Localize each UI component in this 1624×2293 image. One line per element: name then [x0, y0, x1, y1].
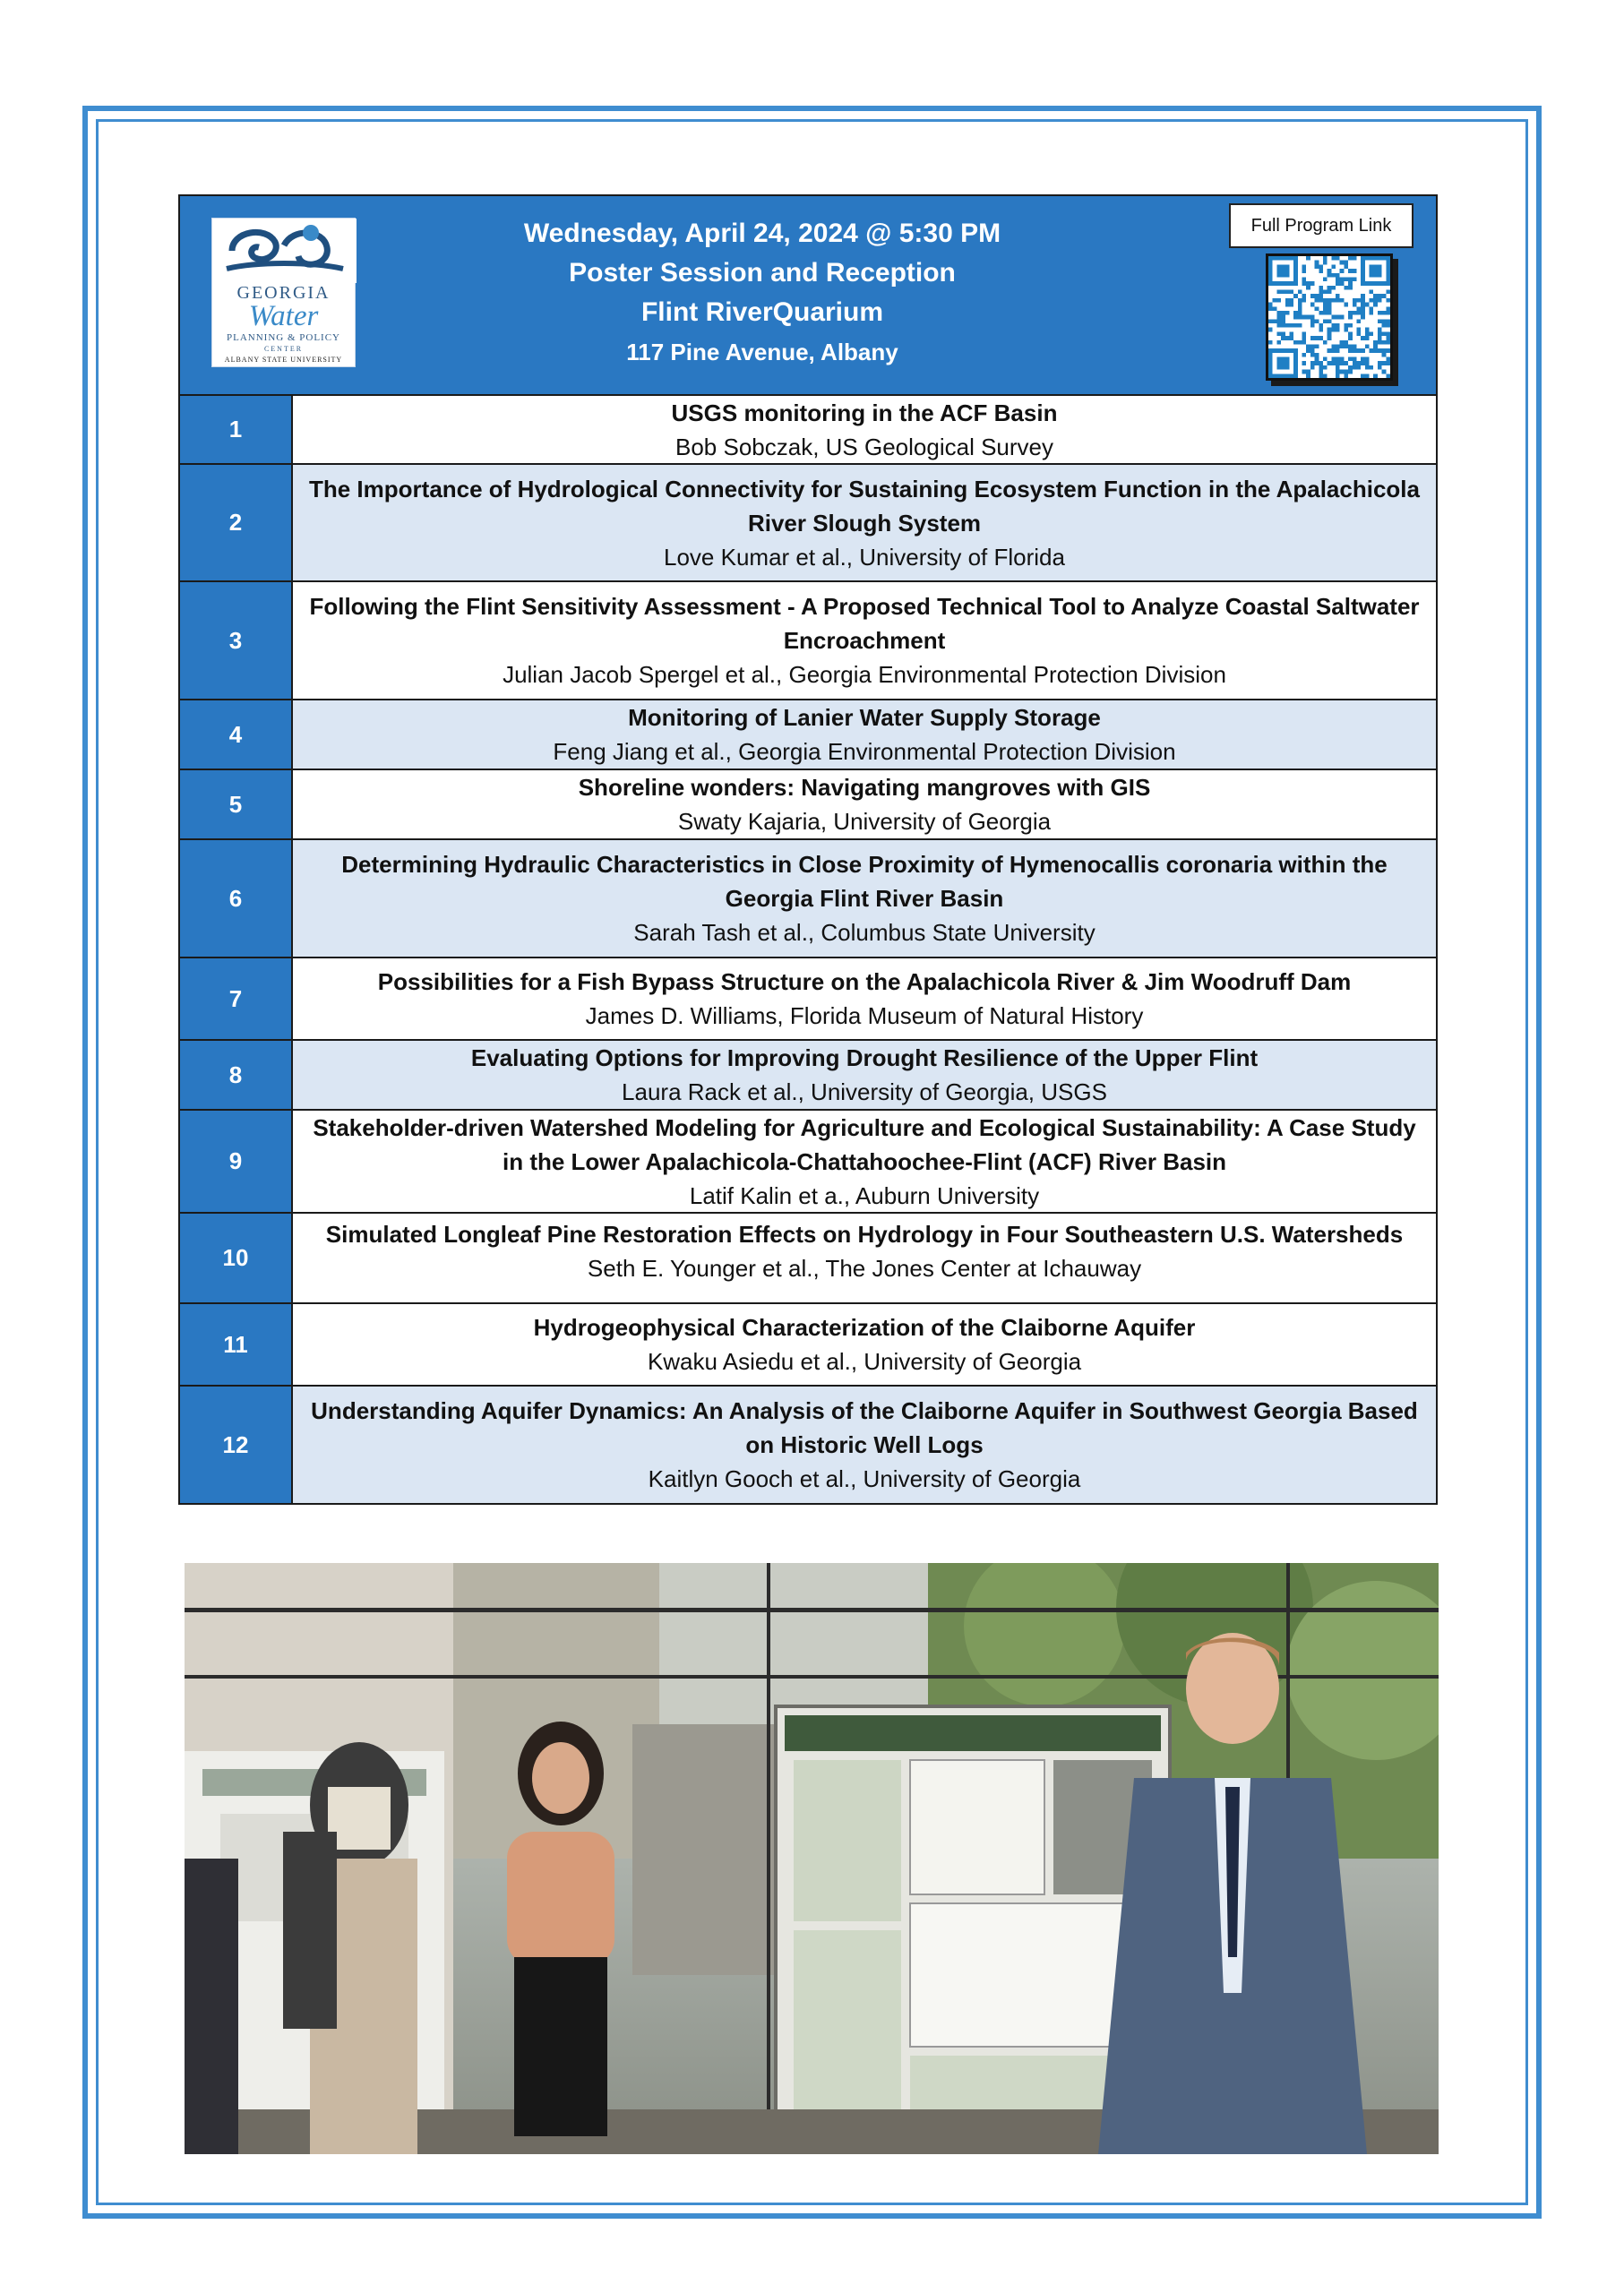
event-name: Poster Session and Reception [569, 258, 956, 288]
list-item [180, 1111, 1436, 1214]
list-item [180, 582, 1436, 700]
logo-line-2: Water [248, 300, 319, 332]
poster-number: 2 [180, 465, 293, 580]
poster-list [180, 396, 1436, 1503]
poster-number: 11 [180, 1304, 293, 1385]
logo-line-5: ALBANY STATE UNIVERSITY [224, 356, 343, 364]
poster-title: Monitoring of Lanier Water Supply Storage [628, 704, 1101, 731]
poster-title: Hydrogeophysical Characterization of the Claiborne Aquifer [533, 1314, 1196, 1341]
poster-title: Understanding Aquifer Dynamics: An Analysis of the Claiborne Aquifer in Southwest Georgia Based on Historic Well Logs [311, 1397, 1418, 1458]
program-table [178, 194, 1438, 1505]
poster-author: Latif Kalin et a., Auburn University [689, 1181, 1040, 1209]
list-item [180, 958, 1436, 1041]
poster-number: 1 [180, 396, 293, 463]
poster-author: Sarah Tash et al., Columbus State University [633, 919, 1096, 946]
poster-title: Possibilities for a Fish Bypass Structure on the Apalachicola River & Jim Woodruff Dam [377, 968, 1352, 995]
poster-author: Seth E. Younger et al., The Jones Center at Ichauway [587, 1255, 1142, 1282]
poster-number: 3 [180, 582, 293, 699]
event-date: Wednesday, April 24, 2024 @ 5:30 PM [523, 219, 1001, 248]
poster-author: Julian Jacob Spergel et al., Georgia Environmental Protection Division [503, 661, 1226, 688]
poster-title: Evaluating Options for Improving Drought Resilience of the Upper Flint [470, 1044, 1259, 1071]
poster-number: 7 [180, 958, 293, 1039]
logo-line-3: PLANNING & POLICY [227, 332, 340, 343]
poster-author: Feng Jiang et al., Georgia Environmental Protection Division [553, 738, 1176, 765]
poster-title: Shoreline wonders: Navigating mangroves with GIS [578, 774, 1151, 801]
event-info [476, 214, 1049, 372]
event-address: 117 Pine Avenue, Albany [626, 339, 898, 365]
poster-number: 5 [180, 770, 293, 838]
poster-author: Love Kumar et al., University of Florida [664, 543, 1065, 571]
logo-line-1: GEORGIA [236, 283, 331, 303]
poster-number: 10 [180, 1214, 293, 1302]
poster-number: 4 [180, 700, 293, 769]
list-item [180, 700, 1436, 770]
list-item [180, 1041, 1436, 1111]
list-item [180, 465, 1436, 582]
poster-author: Bob Sobczak, US Geological Survey [675, 433, 1053, 460]
list-item [180, 770, 1436, 840]
poster-author: James D. Williams, Florida Museum of Natural History [585, 1002, 1144, 1029]
full-program-link[interactable]: Full Program Link [1229, 203, 1413, 248]
poster-title: USGS monitoring in the ACF Basin [671, 399, 1058, 426]
event-photo [185, 1563, 1439, 2154]
list-item [180, 840, 1436, 958]
poster-author: Kaitlyn Gooch et al., University of Georgia [648, 1465, 1081, 1492]
logo-line-4: CENTER [263, 345, 304, 353]
poster-title: Determining Hydraulic Characteristics in Close Proximity of Hymenocallis coronaria within the Georgia Flint River Basin [341, 851, 1388, 912]
poster-title: Simulated Longleaf Pine Restoration Effects on Hydrology in Four Southeastern U.S. Watersheds [325, 1221, 1404, 1248]
poster-title: The Importance of Hydrological Connectivity for Sustaining Ecosystem Function in the Apalachicola River Slough System [308, 475, 1420, 537]
poster-number: 6 [180, 840, 293, 957]
event-venue: Flint RiverQuarium [640, 297, 884, 327]
poster-number: 8 [180, 1041, 293, 1109]
program-header [180, 196, 1436, 396]
poster-author: Swaty Kajaria, University of Georgia [677, 808, 1052, 835]
poster-number: 12 [180, 1387, 293, 1503]
list-item [180, 1214, 1436, 1304]
poster-author: Kwaku Asiedu et al., University of Georgia [647, 1348, 1082, 1375]
poster-number: 9 [180, 1111, 293, 1212]
poster-title: Stakeholder-driven Watershed Modeling for Agriculture and Ecological Sustainability: A Case Study in the Lower Apalachicola-Chattahoochee-Flint (ACF) River Basin [313, 1113, 1416, 1175]
list-item [180, 1304, 1436, 1387]
poster-author: Laura Rack et al., University of Georgia, USGS [622, 1078, 1107, 1105]
list-item [180, 1387, 1436, 1503]
poster-title: Following the Flint Sensitivity Assessment - A Proposed Technical Tool to Analyze Coastal Saltwater Encroachment [309, 593, 1420, 654]
gwppc-logo [211, 218, 356, 367]
qr-code-icon[interactable] [1266, 253, 1393, 381]
list-item [180, 396, 1436, 465]
